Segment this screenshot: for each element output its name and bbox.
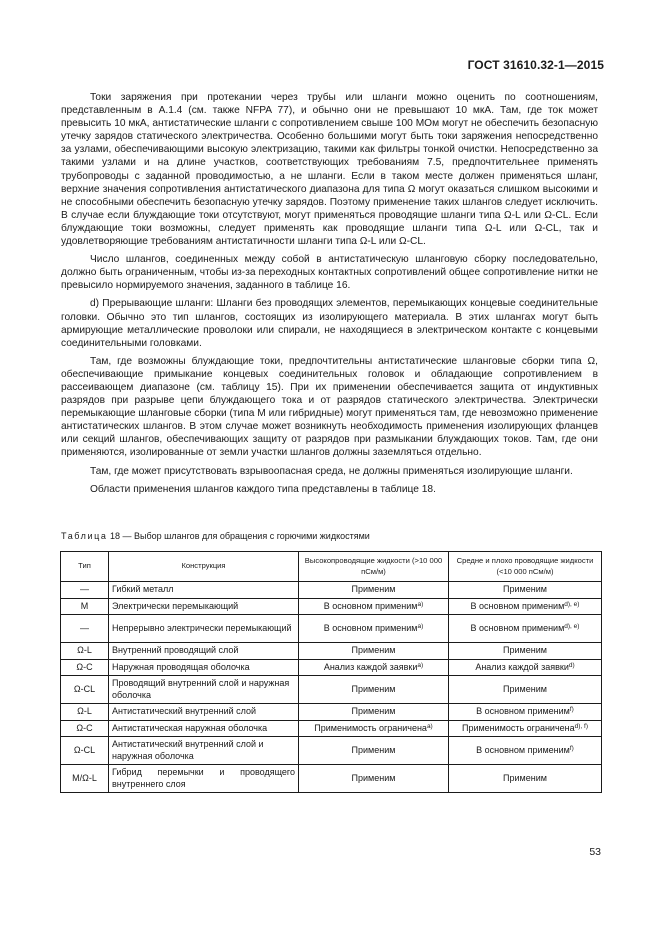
- cell-type: Ω-L: [61, 643, 109, 660]
- header-construction: Конструкция: [109, 552, 299, 582]
- cell-construction: Антистатическая наружная оболочка: [109, 720, 299, 737]
- cell-low: Применим: [449, 643, 602, 660]
- body-text: [61, 91, 598, 496]
- cell-high: В основном применим$^{а)}$: [299, 598, 449, 615]
- cell-type: M: [61, 598, 109, 615]
- cell-high: Применим: [299, 704, 449, 721]
- cell-low: Применим: [449, 765, 602, 793]
- cell-high: В основном применим$^{а)}$: [299, 615, 449, 643]
- cell-high: Применим: [299, 737, 449, 765]
- cell-construction: Наружная проводящая оболочка: [109, 659, 299, 676]
- table-row: [61, 582, 602, 599]
- cell-high: Применимость ограничена$^{а)}$: [299, 720, 449, 737]
- cell-type: Ω-C: [61, 720, 109, 737]
- cell-low: В основном применим$^{f)}$: [449, 737, 602, 765]
- paragraph: Там, где может присутствовать взрывоопасная среда, не должны применяться изолирующие шланги.: [90, 465, 573, 477]
- paragraph: Токи заряжения при протекании через трубы или шланги можно оценить по соотношениям, представленным в А.1.4 (см. также NFPA 77), и обычно они не превышают 10 мкА. Там, где ток может превысить 10 мкА, антистатические шланги с сопротивлением свыше 100 МОм могут не обеспечить безопасную утечку зарядов статического электричества. Особенно большими могут быть токи заряжения непосредственно за узлами, обеспечивающими высокую электризацию, такими как фильтры тонкой очистки. Непосредственно за такими узлами и на длине участков, соответствующих требованиям 7.5, предпочтительнее применять трубопроводы с заданной проводимостью, а не шланги. Если в таком месте должен применяться шланг, верхние значения сопротивления антистатического диапазона для типа Ω могут оказаться слишком высокими и не способными обеспечить безопасную утечку зарядов. Поэтому применение таких шлангов следует исключить. В случае если блуждающие токи отсутствуют, могут применяться проводящие шланги типа Ω-L или Ω-CL. Если блуждающие токи возможны, следует применять как проводящие шланги типа Ω-L или Ω-CL, так и удовлетворяющие требованиям антистатичности шланги типа Ω-L или Ω-CL.: [61, 92, 598, 248]
- table-row: [61, 615, 602, 643]
- cell-high: Применим: [299, 765, 449, 793]
- header-high-conductivity: Высокопроводящие жидкости (>10 000 пСм/м): [299, 552, 449, 582]
- cell-type: Ω-CL: [61, 676, 109, 704]
- cell-construction: Электрически перемыкающий: [109, 598, 299, 615]
- cell-low: В основном применим$^{f)}$: [449, 704, 602, 721]
- document-header: ГОСТ 31610.32-1—2015: [467, 58, 604, 72]
- paragraph: Число шлангов, соединенных между собой в антистатическую шланговую сборку последовательно, должно быть ограниченным, чтобы из-за переходных контактных сопротивлений общее сопротивление нитки не превысило нормируемого значения, заданного в таблице 16.: [61, 254, 598, 292]
- table-row: [61, 643, 602, 660]
- table-row: [61, 737, 602, 765]
- table-row: [61, 720, 602, 737]
- paragraph: Области применения шлангов каждого типа представлены в таблице 18.: [90, 483, 436, 495]
- hose-selection-table: [60, 551, 602, 793]
- cell-low: В основном применим$^{d), е)}$: [449, 615, 602, 643]
- paragraph: Там, где возможны блуждающие токи, предпочтительны антистатические шланговые сборки типа Ω, обеспечивающие примыкание концевых соединительных головок и обладающие сопротивлением в рассеивающем диапазоне (см. таблицу 15). При их применении обеспечивается защита от индуктивных разрядов при разрыве цепи блуждающего тока и от разрядов статического электричества. Электрически перемыкающие шланговые сборки (типа М или гибридные) могут применяться там, где невозможно применение антистатических шлангов. В этом случае может возникнуть необходимость применения изолирующих фланцев или секций шлангов, обеспечивающих защиту от разрядов при размыкании блуждающих токов. Там, где они применяются, изолированные от земли участки шлангов должны заземляться отдельно.: [61, 355, 598, 459]
- table-row: [61, 676, 602, 704]
- cell-type: Ω-CL: [61, 737, 109, 765]
- cell-construction: Антистатический внутренний слой: [109, 704, 299, 721]
- cell-high: Анализ каждой заявки$^{а)}$: [299, 659, 449, 676]
- cell-construction: Внутренний проводящий слой: [109, 643, 299, 660]
- cell-low: Анализ каждой заявки$^{d)}$: [449, 659, 602, 676]
- table-row: [61, 659, 602, 676]
- cell-construction: Проводящий внутренний слой и наружная оболочка: [109, 676, 299, 704]
- cell-low: Применим: [449, 676, 602, 704]
- cell-construction: Гибкий металл: [109, 582, 299, 599]
- cell-construction: Антистатический внутренний слой и наружная оболочка: [109, 737, 299, 765]
- table-caption: [61, 530, 601, 542]
- cell-type: Ω-L: [61, 704, 109, 721]
- cell-construction: Гибрид перемычки и проводящего внутреннего слоя: [109, 765, 299, 793]
- table-header-row: [61, 552, 602, 582]
- header-type: Тип: [61, 552, 109, 582]
- table-caption-prefix: Таблица: [61, 531, 108, 541]
- cell-type: —: [61, 615, 109, 643]
- cell-high: Применим: [299, 676, 449, 704]
- cell-type: Ω-C: [61, 659, 109, 676]
- table-row: [61, 765, 602, 793]
- page-number: 53: [589, 846, 601, 858]
- paragraph: d) Прерывающие шланги: Шланги без проводящих элементов, перемыкающих концевые соединительные головки. Обычно это тип шлангов, состоящих из изолирующего материала. В этих шлангах могут быть армирующие металлические проволоки или спирали, не находящиеся в электрическом контакте с концевыми соединительными головками.: [61, 298, 598, 349]
- table-row: [61, 598, 602, 615]
- table-row: [61, 704, 602, 721]
- cell-high: Применим: [299, 582, 449, 599]
- cell-high: Применим: [299, 643, 449, 660]
- table-caption-text: 18 — Выбор шлангов для обращения с горючими жидкостями: [107, 531, 370, 541]
- cell-low: В основном применим$^{d), е)}$: [449, 598, 602, 615]
- cell-type: M/Ω-L: [61, 765, 109, 793]
- cell-low: Применимость ограничена$^{d), f)}$: [449, 720, 602, 737]
- cell-construction: Непрерывно электрически перемыкающий: [109, 615, 299, 643]
- cell-type: —: [61, 582, 109, 599]
- cell-low: Применим: [449, 582, 602, 599]
- header-low-conductivity: Средне и плохо проводящие жидкости (<10 000 пСм/м): [449, 552, 602, 582]
